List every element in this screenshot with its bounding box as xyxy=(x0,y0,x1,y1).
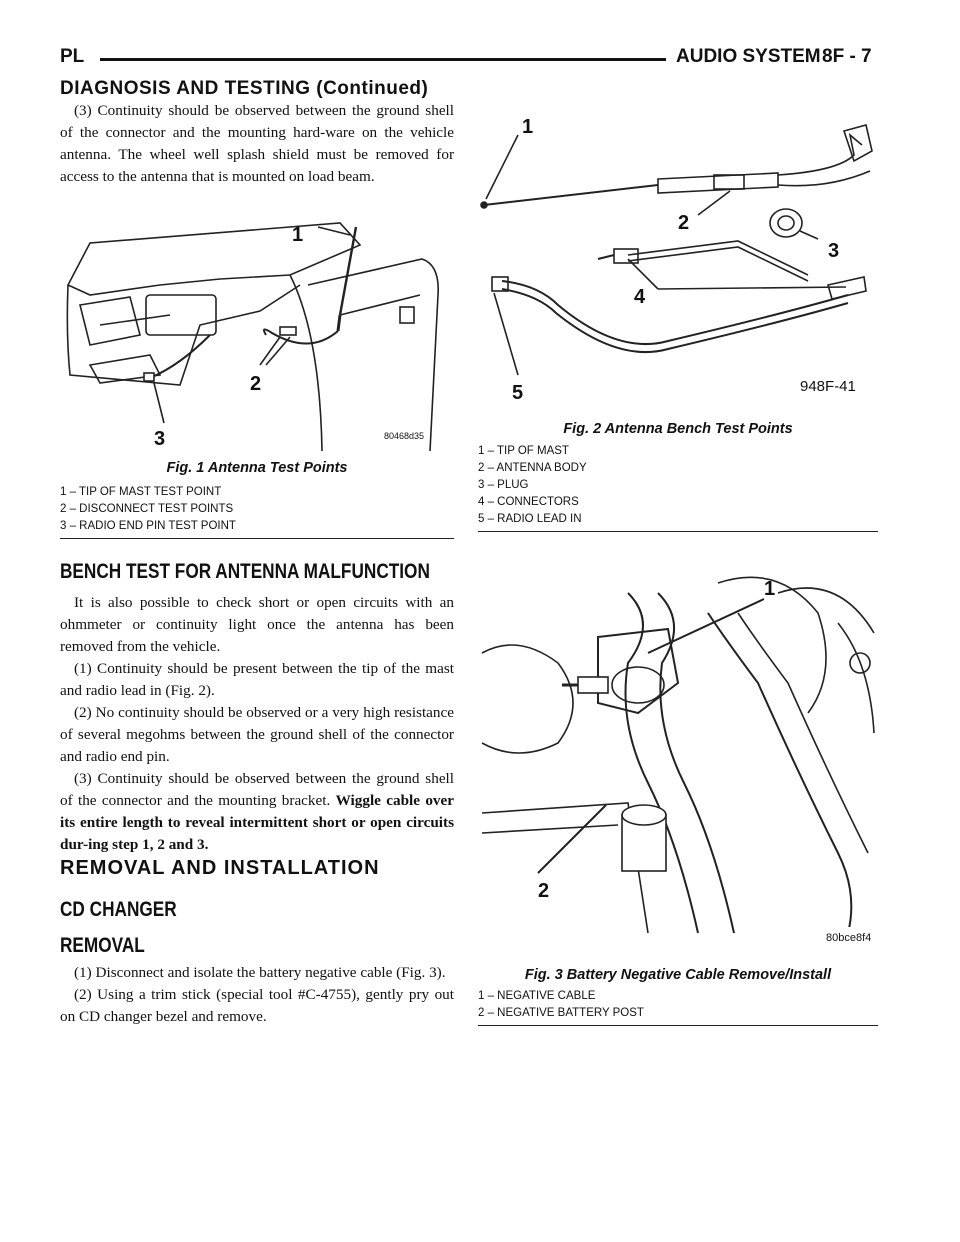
fig2-callout-1: 1 xyxy=(522,116,534,138)
fig2-legend-item: 4 – CONNECTORS xyxy=(478,496,579,508)
header-left-code: PL xyxy=(60,46,85,67)
fig2-callout-2: 2 xyxy=(678,212,690,234)
fig2-legend-item: 5 – RADIO LEAD IN xyxy=(478,513,582,525)
fig2-legend-item: 1 – TIP OF MAST xyxy=(478,445,569,457)
fig2-callout-4: 4 xyxy=(634,286,646,308)
fig3-legend-item: 2 – NEGATIVE BATTERY POST xyxy=(478,1007,644,1019)
fig3-caption: Fig. 3 Battery Negative Cable Remove/Install xyxy=(524,967,832,983)
bench-paragraph-1: It is also possible to check short or open circuits with an ohmmeter or continuity light once the antenna has been removed from the vehicle. xyxy=(60,594,454,655)
bench-paragraph-4 xyxy=(60,768,454,856)
header-section-title: AUDIO SYSTEM xyxy=(676,46,821,67)
fig1-legend-item: 1 – TIP OF MAST TEST POINT xyxy=(60,486,222,498)
fig1-caption: Fig. 1 Antenna Test Points xyxy=(166,460,348,476)
header-page-number: 8F - 7 xyxy=(822,46,872,67)
fig2-legend-item: 3 – PLUG xyxy=(478,479,529,491)
fig1-callout-3: 3 xyxy=(154,428,166,450)
intro-paragraph: (3) Continuity should be observed between the ground shell of the connector and the mounting hard-ware on the vehicle antenna. The wheel well splash shield must be removed for access to the antenna that is mounted on load beam. xyxy=(60,102,454,185)
header-rule xyxy=(100,58,666,61)
bench-paragraph-3: (2) No continuity should be observed or a very high resistance of several megohms between the ground shell of the connector and radio end pin. xyxy=(60,704,454,765)
fig3-bottom-rule xyxy=(478,1025,878,1026)
fig1-legend-item: 3 – RADIO END PIN TEST POINT xyxy=(60,520,236,532)
fig1-legend xyxy=(60,484,454,535)
fig2-legend-item: 2 – ANTENNA BODY xyxy=(478,462,587,474)
bench-test-text xyxy=(60,592,454,856)
fig1-legend-item: 2 – DISCONNECT TEST POINTS xyxy=(60,503,234,515)
removal-installation-heading: REMOVAL AND INSTALLATION xyxy=(60,857,380,879)
continued-section-title: DIAGNOSIS AND TESTING (Continued) xyxy=(60,78,429,99)
fig1-callout-2: 2 xyxy=(250,373,262,395)
cd-changer-heading: CD CHANGER xyxy=(60,898,177,921)
removal-text xyxy=(60,962,454,1028)
fig2-code: 948F-41 xyxy=(800,378,856,395)
fig1-callout-1: 1 xyxy=(292,224,304,246)
fig3-legend-item: 1 – NEGATIVE CABLE xyxy=(478,990,596,1002)
fig1-illustration xyxy=(60,215,454,451)
fig3-legend xyxy=(478,988,878,1022)
fig2-caption: Fig. 2 Antenna Bench Test Points xyxy=(563,421,793,437)
fig2-callout-3: 3 xyxy=(828,240,840,262)
fig3-callout-2: 2 xyxy=(538,880,550,902)
fig3-code: 80bce8f4 xyxy=(826,932,872,944)
fig2-callout-5: 5 xyxy=(512,382,524,404)
bench-paragraph-4-normal: (3) Continuity should be observed between the ground shell of the connector and the mounting bracket. xyxy=(60,770,454,809)
bench-paragraph-4-bold: Wiggle cable over its entire length to reveal intermittent short or open circuits dur-ing step 1, 2 and 3. xyxy=(60,792,454,853)
intro-text-block xyxy=(60,100,454,188)
fig3-callout-1: 1 xyxy=(764,578,776,600)
fig1-bottom-rule xyxy=(60,538,454,539)
bench-test-heading: BENCH TEST FOR ANTENNA MALFUNCTION xyxy=(60,560,430,583)
fig3-illustration xyxy=(478,553,878,948)
bench-paragraph-2: (1) Continuity should be present between the tip of the mast and radio lead in (Fig. 2). xyxy=(60,660,454,699)
fig2-bottom-rule xyxy=(478,531,878,532)
fig2-illustration xyxy=(478,105,878,417)
removal-paragraph-1: (1) Disconnect and isolate the battery negative cable (Fig. 3). xyxy=(74,964,446,981)
removal-paragraph-2: (2) Using a trim stick (special tool #C-4755), gently pry out on CD changer bezel and remove. xyxy=(60,986,454,1025)
fig1-code: 80468d35 xyxy=(384,431,425,441)
removal-subheading: REMOVAL xyxy=(60,934,145,957)
fig2-legend xyxy=(478,443,878,528)
